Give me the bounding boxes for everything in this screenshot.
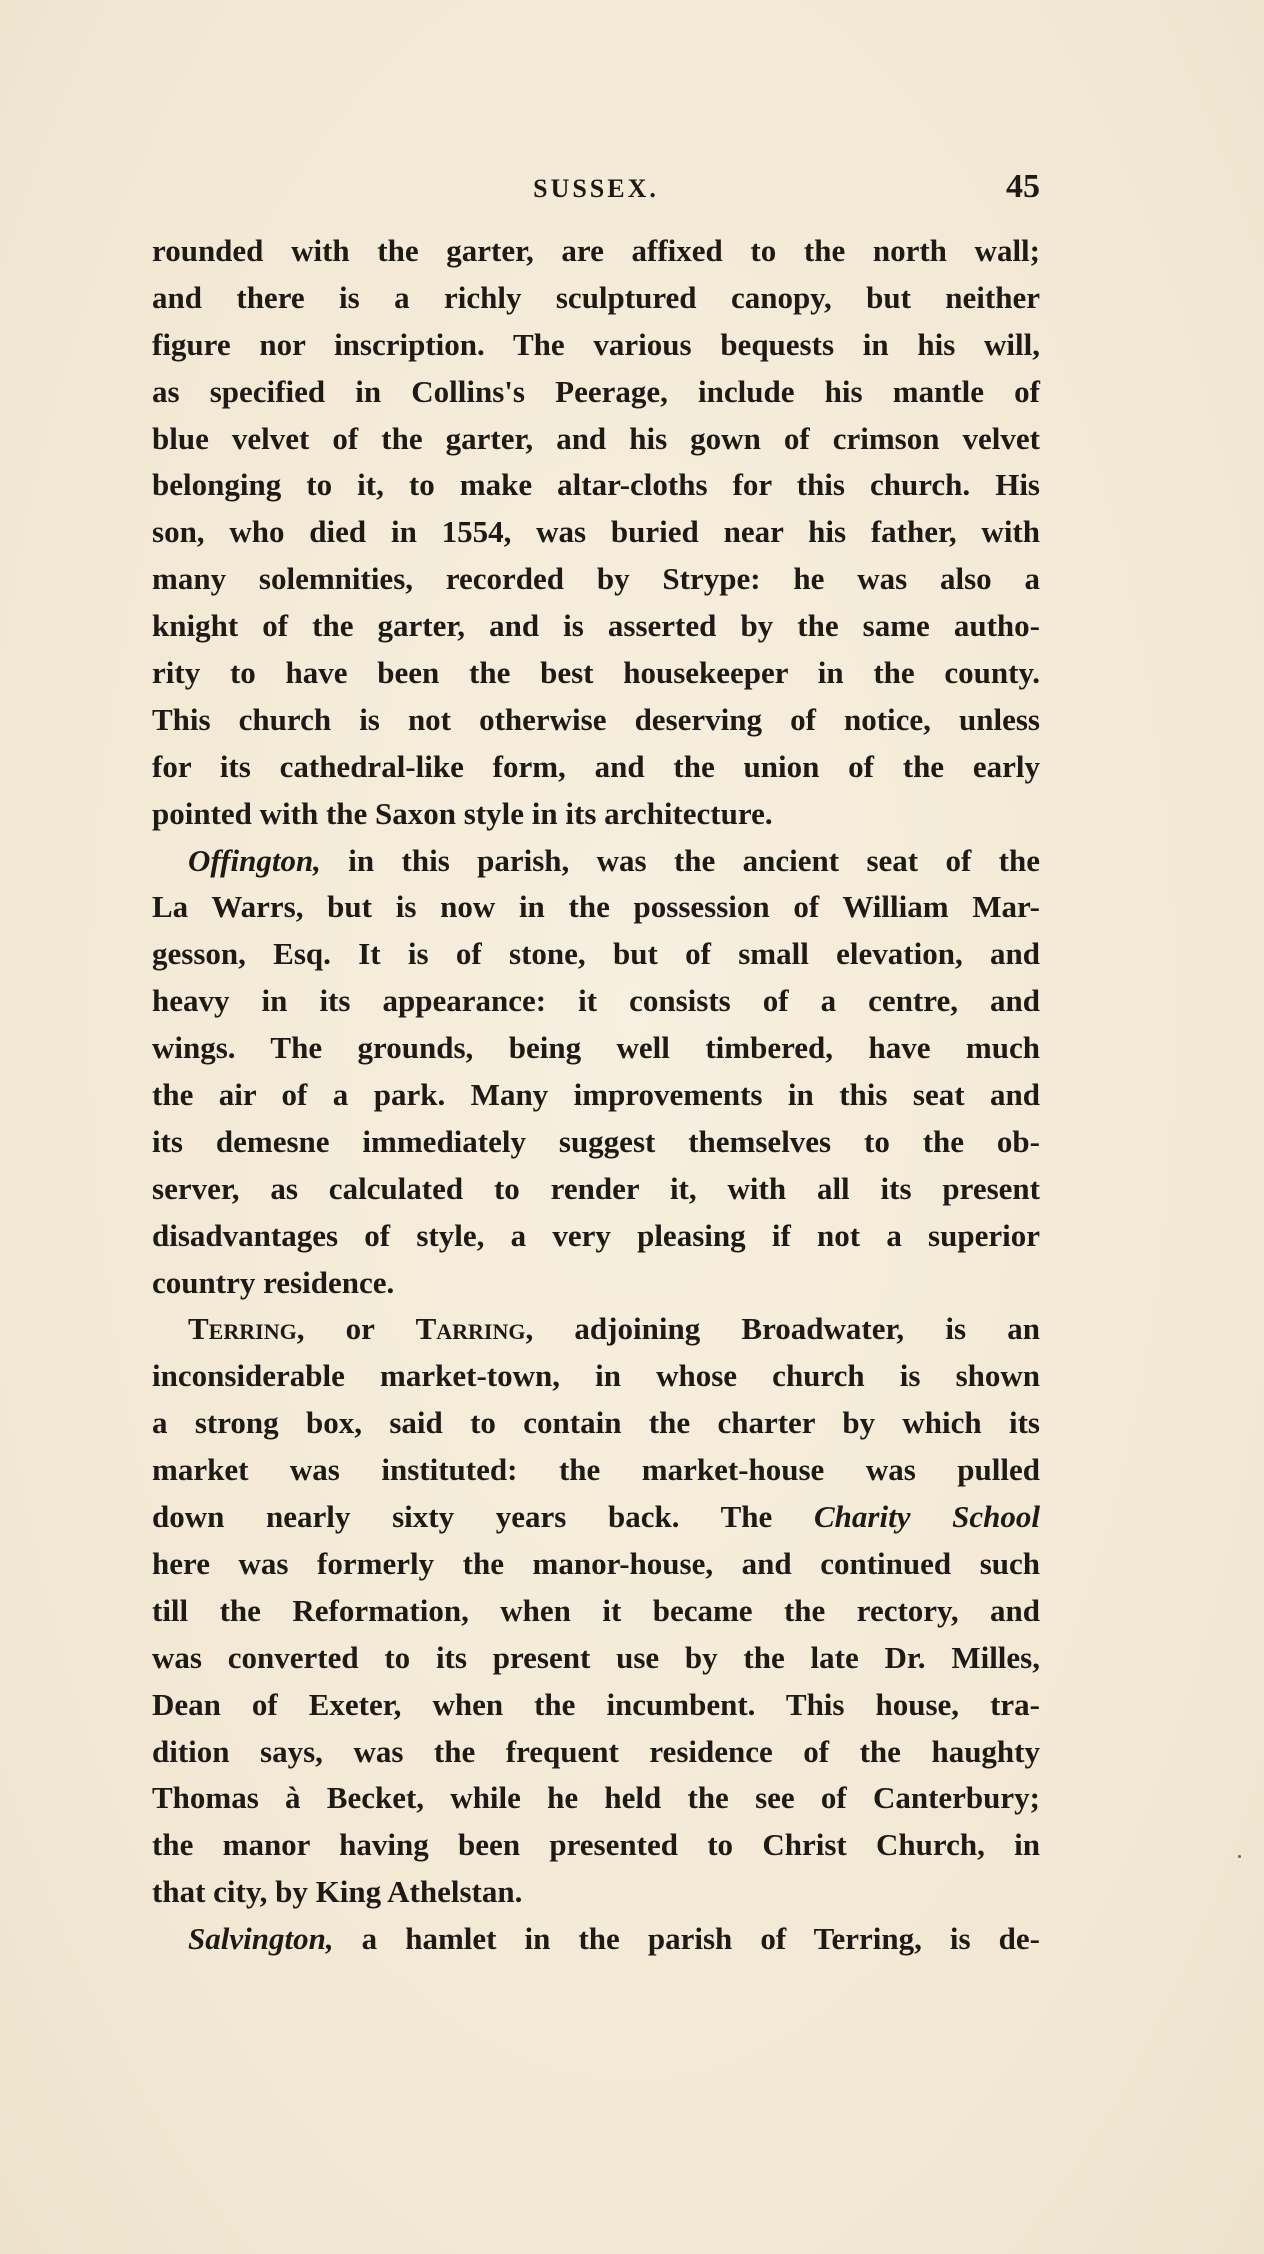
italic-text: Charity School [814,1499,1040,1535]
body-text [152,228,1040,1963]
text-segment: the air of a park. Many improvements in this seat and [152,1077,1040,1113]
text-line [152,322,1040,369]
text-segment: market was instituted: the market-house was pulled [152,1452,1040,1488]
text-line [152,228,1040,275]
text-line [152,369,1040,416]
text-segment: blue velvet of the garter, and his gown of crimson velvet [152,420,1040,456]
text-segment: server, as calculated to render it, with all its present [152,1170,1040,1206]
text-segment: disadvantages of style, a very pleasing if not a superior [152,1217,1040,1253]
text-segment: that city, by King Athelstan. [152,1874,523,1910]
text-line [152,1213,1040,1260]
text-line [152,1353,1040,1400]
text-line [152,1072,1040,1119]
italic-text: Offington, [188,842,321,878]
text-segment: down nearly sixty years back. The [152,1499,814,1535]
running-head: SUSSEX. [533,174,659,203]
text-line [152,1166,1040,1213]
text-line [152,1635,1040,1682]
text-segment: La Warrs, but is now in the possession of William Mar- [152,889,1040,925]
text-line [152,509,1040,556]
text-line [152,556,1040,603]
text-line [152,1916,1040,1963]
text-segment: Dean of Exeter, when the incumbent. This house, tra- [152,1686,1040,1722]
text-line [152,1306,1040,1353]
text-line [152,1541,1040,1588]
text-segment: heavy in its appearance: it consists of a centre, and [152,983,1040,1019]
text-segment: country residence. [152,1264,395,1300]
text-segment: inconsiderable market-town, in whose church is shown [152,1358,1040,1394]
italic-text: Salvington, [188,1921,334,1957]
text-line [152,1588,1040,1635]
text-line [152,978,1040,1025]
text-line [152,1494,1040,1541]
text-line [152,1822,1040,1869]
text-segment: belonging to it, to make altar-cloths for this church. His [152,467,1040,503]
text-segment: till the Reformation, when it became the rectory, and [152,1592,1040,1628]
text-line [152,462,1040,509]
text-line [152,1869,1040,1916]
text-line [152,931,1040,978]
small-caps-text: Tarring, [415,1311,534,1347]
text-line [152,838,1040,885]
text-line [152,744,1040,791]
text-line [152,603,1040,650]
text-line [152,650,1040,697]
text-segment: and there is a richly sculptured canopy, but neither [152,279,1040,315]
text-segment: dition says, was the frequent residence of the haughty [152,1733,1040,1769]
text-segment: rounded with the garter, are affixed to the north wall; [152,233,1040,268]
text-segment: knight of the garter, and is asserted by the same autho- [152,608,1040,644]
text-segment: gesson, Esq. It is of stone, but of small elevation, and [152,936,1040,972]
text-segment: the manor having been presented to Christ Church, in [152,1827,1040,1863]
text-segment: figure nor inscription. The various bequests in his will, [152,326,1040,362]
page-header [152,168,1040,212]
text-segment: or [304,1311,416,1347]
text-line [152,1775,1040,1822]
text-line [152,275,1040,322]
text-segment: for its cathedral-like form, and the union of the early [152,748,1040,784]
paper-speck [1238,1855,1241,1858]
text-segment: Thomas à Becket, while he held the see of Canterbury; [152,1780,1040,1816]
text-segment: This church is not otherwise deserving of notice, unless [152,701,1040,737]
text-segment: a hamlet in the parish of Terring, is de- [333,1921,1040,1957]
text-line [152,697,1040,744]
text-line [152,1447,1040,1494]
text-segment: here was formerly the manor-house, and continued such [152,1545,1040,1581]
text-line [152,791,1040,838]
text-segment: in this parish, was the ancient seat of the [320,842,1040,878]
text-segment: as specified in Collins's Peerage, include his mantle of [152,373,1040,409]
text-segment: a strong box, said to contain the charter by which its [152,1405,1040,1441]
text-line [152,416,1040,463]
text-line [152,884,1040,931]
text-line [152,1729,1040,1776]
text-segment: rity to have been the best housekeeper in the county. [152,655,1040,691]
text-line [152,1025,1040,1072]
text-segment: son, who died in 1554, was buried near his father, with [152,514,1040,550]
text-line [152,1260,1040,1307]
text-segment: was converted to its present use by the late Dr. Milles, [152,1639,1040,1675]
text-segment: many solemnities, recorded by Strype: he was also a [152,561,1040,597]
page-number: 45 [1006,168,1040,205]
text-segment: wings. The grounds, being well timbered, have much [152,1030,1040,1066]
text-segment: its demesne immediately suggest themselves to the ob- [152,1123,1040,1159]
small-caps-text: Terring, [188,1311,305,1347]
text-line [152,1119,1040,1166]
text-line [152,1400,1040,1447]
text-segment: pointed with the Saxon style in its architecture. [152,795,773,831]
text-line [152,1682,1040,1729]
text-segment: adjoining Broadwater, is an [533,1311,1040,1347]
